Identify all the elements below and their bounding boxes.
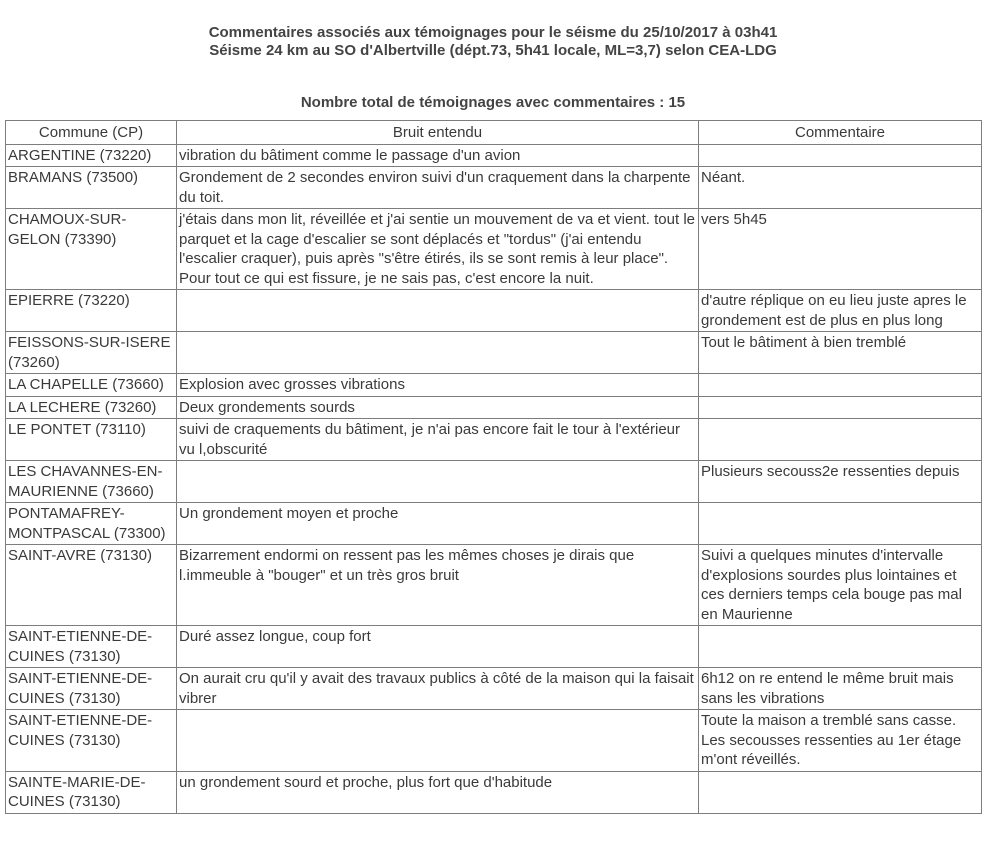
table-row [6,668,982,710]
column-header-commentaire: Commentaire [699,121,982,145]
column-header-commune: Commune (CP) [6,121,177,145]
title-line-1: Commentaires associés aux témoignages pour le séisme du 25/10/2017 à 03h41 [208,24,778,41]
cell-bruit: Un grondement moyen et proche [177,503,699,545]
cell-bruit: Bizarrement endormi on ressent pas les mêmes choses je dirais que l.immeuble à "bouger" et un très gros bruit [177,545,699,626]
table-row [6,396,982,419]
cell-commune: CHAMOUX-SUR-GELON (73390) [6,209,177,290]
cell-commune: SAINT-AVRE (73130) [6,545,177,626]
cell-bruit [177,710,699,772]
cell-bruit: vibration du bâtiment comme le passage d'un avion [177,144,699,167]
page-title [0,24,986,60]
cell-commune: LA LECHERE (73260) [6,396,177,419]
cell-bruit [177,461,699,503]
table-row [6,710,982,772]
cell-commune: SAINT-ETIENNE-DE-CUINES (73130) [6,710,177,772]
cell-commentaire: Néant. [699,167,982,209]
cell-bruit: suivi de craquements du bâtiment, je n'ai pas encore fait le tour à l'extérieur vu l,obscurité [177,419,699,461]
cell-commune: BRAMANS (73500) [6,167,177,209]
table-row [6,374,982,397]
cell-commentaire [699,503,982,545]
table-row [6,545,982,626]
table-header-row [6,121,982,145]
cell-commentaire: Suivi a quelques minutes d'intervalle d'explosions sourdes plus lointaines et ces derniers temps cela bouge pas mal en Maurienne [699,545,982,626]
cell-commentaire [699,374,982,397]
cell-bruit: Grondement de 2 secondes environ suivi d'un craquement dans la charpente du toit. [177,167,699,209]
testimonies-table [5,120,982,814]
cell-commentaire [699,144,982,167]
cell-commune: SAINT-ETIENNE-DE-CUINES (73130) [6,668,177,710]
cell-bruit: Deux grondements sourds [177,396,699,419]
table-row [6,144,982,167]
cell-commune: PONTAMAFREY-MONTPASCAL (73300) [6,503,177,545]
table-row [6,209,982,290]
cell-bruit: un grondement sourd et proche, plus fort que d'habitude [177,771,699,813]
cell-commentaire [699,396,982,419]
total-count: Nombre total de témoignages avec commentaires : 15 [300,94,686,111]
cell-commentaire: Tout le bâtiment à bien tremblé [699,332,982,374]
cell-bruit [177,332,699,374]
cell-commentaire: Plusieurs secouss2e ressenties depuis [699,461,982,503]
cell-commune: FEISSONS-SUR-ISERE (73260) [6,332,177,374]
table-row [6,503,982,545]
cell-bruit: j'étais dans mon lit, réveillée et j'ai sentie un mouvement de va et vient. tout le parquet et la cage d'escalier se sont déplacés et "tordus" (j'ai entendu l'escalier craquer), puis après "s'être étirés, ils se sont remis à leur place". Pour tout ce qui est fissure, je ne sais pas, c'est encore la nuit. [177,209,699,290]
cell-commune: EPIERRE (73220) [6,290,177,332]
title-line-2: Séisme 24 km au SO d'Albertville (dépt.73, 5h41 locale, ML=3,7) selon CEA-LDG [209,42,777,59]
cell-commentaire: vers 5h45 [699,209,982,290]
cell-commune: SAINT-ETIENNE-DE-CUINES (73130) [6,626,177,668]
cell-commentaire: d'autre réplique on eu lieu juste apres le grondement est de plus en plus long [699,290,982,332]
cell-commune: LES CHAVANNES-EN-MAURIENNE (73660) [6,461,177,503]
cell-bruit [177,290,699,332]
cell-commentaire [699,771,982,813]
table-row [6,771,982,813]
table-row [6,167,982,209]
cell-commune: ARGENTINE (73220) [6,144,177,167]
cell-commune: LE PONTET (73110) [6,419,177,461]
table-row [6,626,982,668]
cell-commentaire: 6h12 on re entend le même bruit mais sans les vibrations [699,668,982,710]
table-row [6,290,982,332]
cell-commune: LA CHAPELLE (73660) [6,374,177,397]
cell-bruit: Duré assez longue, coup fort [177,626,699,668]
table-row [6,419,982,461]
cell-commune: SAINTE-MARIE-DE-CUINES (73130) [6,771,177,813]
cell-bruit: Explosion avec grosses vibrations [177,374,699,397]
table-row [6,332,982,374]
cell-commentaire: Toute la maison a tremblé sans casse. Les secousses ressenties au 1er étage m'ont réveillés. [699,710,982,772]
table-row [6,461,982,503]
cell-bruit: On aurait cru qu'il y avait des travaux publics à côté de la maison qui la faisait vibrer [177,668,699,710]
cell-commentaire [699,626,982,668]
column-header-bruit: Bruit entendu [177,121,699,145]
cell-commentaire [699,419,982,461]
